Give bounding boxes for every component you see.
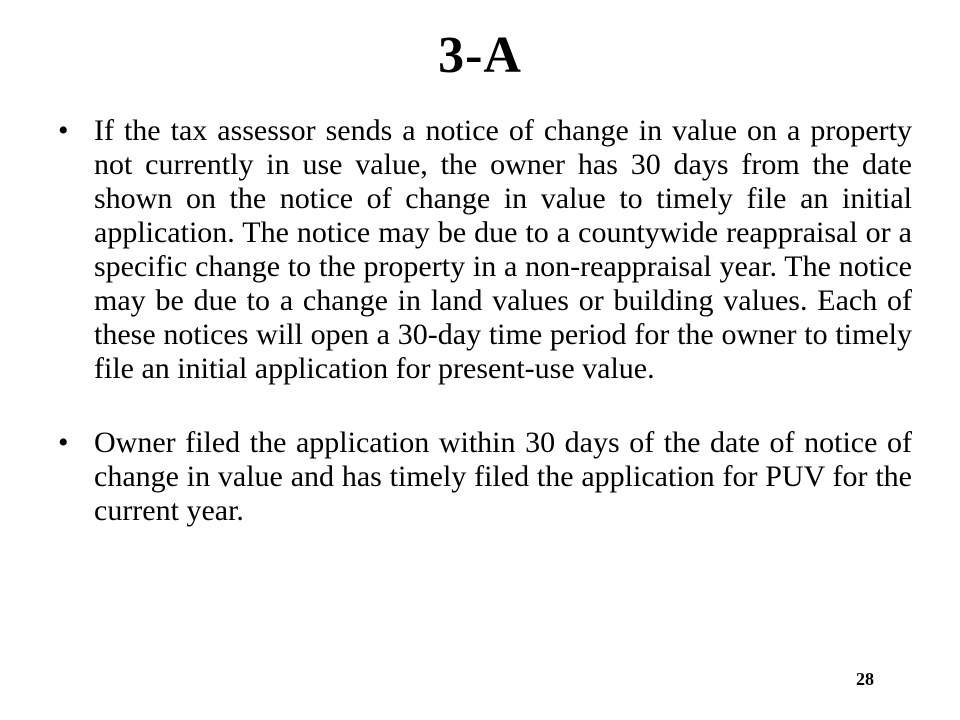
slide-title: 3-A	[438, 27, 522, 84]
bullet-text: Owner filed the application within 30 days of the date of notice of change in value and has timely filed the application for PUV for the current year.	[94, 426, 912, 527]
bullet-dot-icon: •	[58, 114, 69, 147]
page-number: 28	[856, 669, 874, 689]
bullet-item-notice-of-change	[56, 114, 912, 386]
bullet-item-owner-filed	[56, 426, 912, 528]
bullet-text: If the tax assessor sends a notice of change in value on a property not currently in use value, the owner has 30 days from the date shown on the notice of change in value to timely file an initial application. The notice may be due to a countywide reappraisal or a specific change to the property in a non-reappraisal year. The notice may be due to a change in land values or building values. Each of these notices will open a 30-day time period for the owner to timely file an initial application for present-use value.	[94, 114, 912, 385]
bullet-list	[56, 114, 912, 528]
bullet-dot-icon: •	[58, 426, 69, 459]
